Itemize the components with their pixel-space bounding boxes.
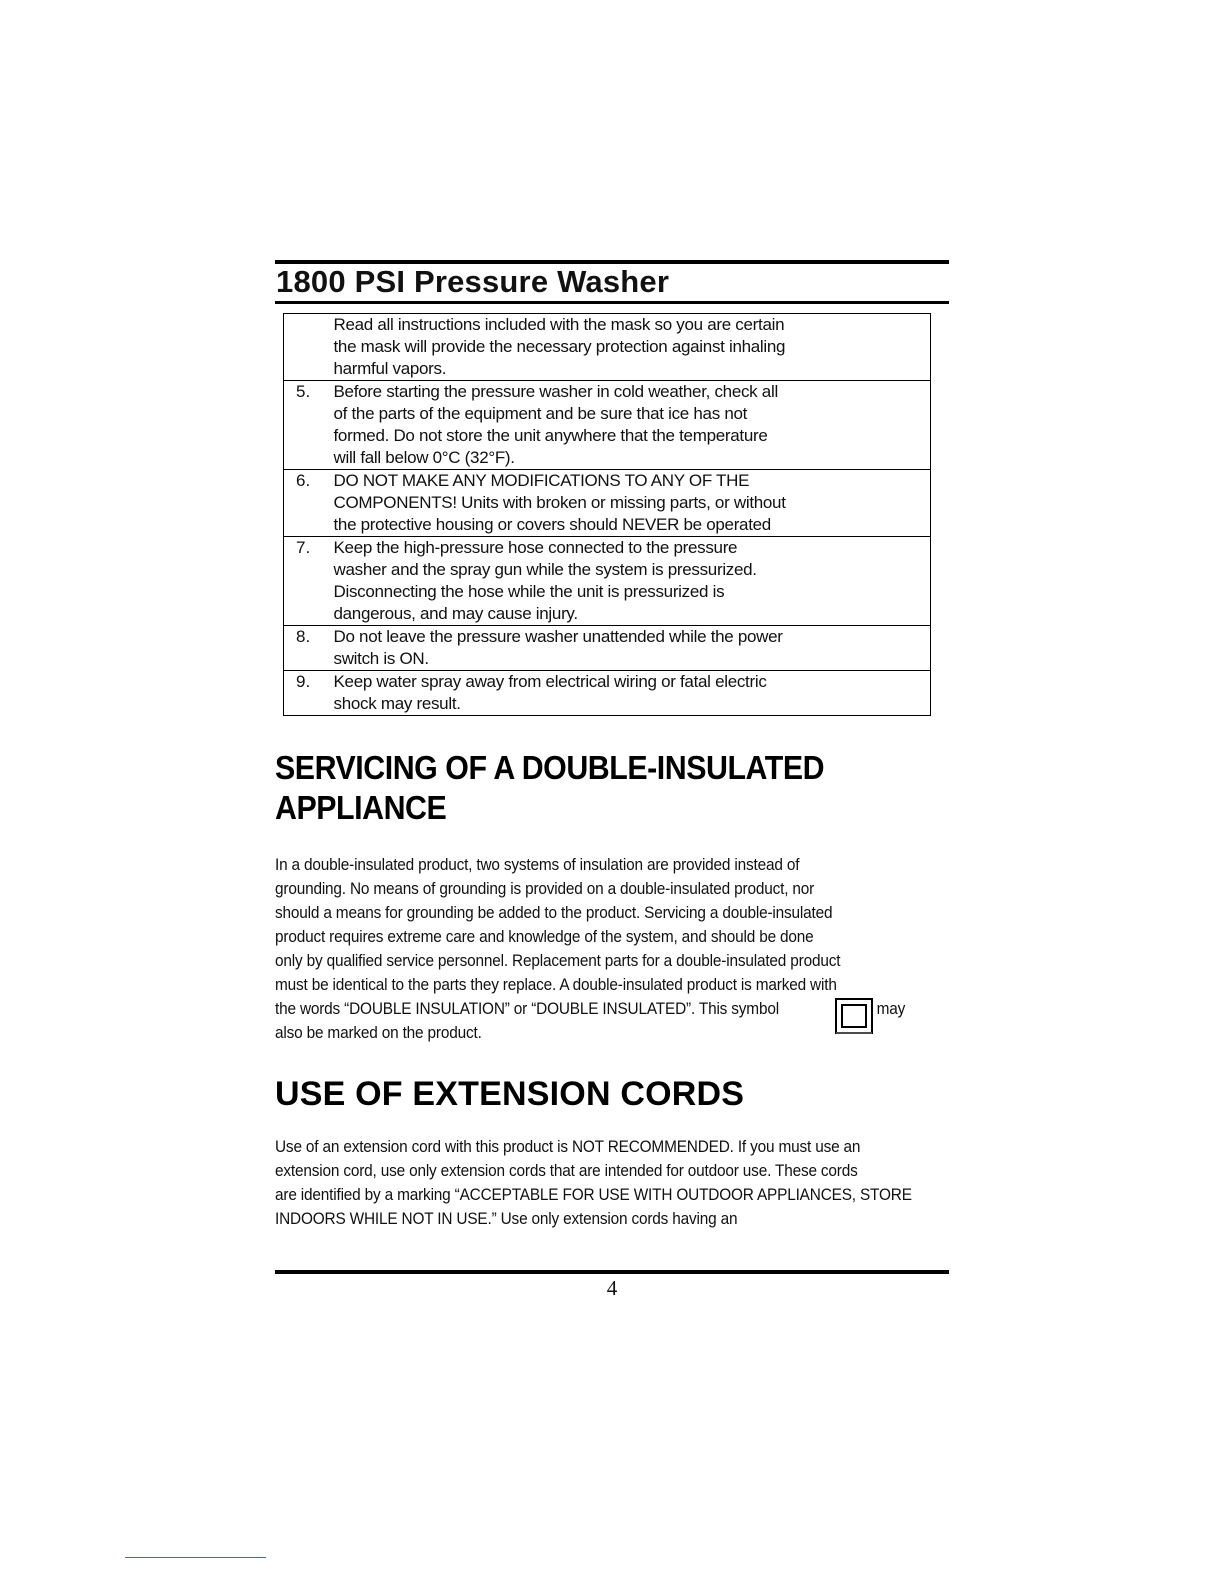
symbol-text-after: may	[876, 999, 906, 1018]
item-text-line: washer and the spray gun while the system is pressurized.	[333, 560, 757, 579]
table-row	[284, 470, 931, 537]
paragraph-line: product requires extreme care and knowledge of the system, and should be done	[275, 927, 814, 946]
item-text	[334, 626, 931, 671]
item-text	[334, 314, 931, 381]
item-text-line: Read all instructions included with the mask so you are certain	[333, 315, 785, 334]
item-text-line: switch is ON.	[333, 649, 429, 668]
servicing-heading-line-1: SERVICING OF A DOUBLE-INSULATED	[275, 749, 825, 786]
extension-cords-heading: USE OF EXTENSION CORDS	[275, 1075, 745, 1113]
item-text-line: will fall below 0°C (32°F).	[333, 448, 515, 467]
table-row	[284, 314, 931, 381]
item-text	[334, 381, 931, 470]
paragraph-line: also be marked on the product.	[275, 1023, 482, 1042]
item-number: 5.	[284, 381, 334, 470]
table-row	[284, 626, 931, 671]
link-underline	[125, 1557, 266, 1558]
paragraph-line: only by qualified service personnel. Replacement parts for a double-insulated product	[275, 951, 841, 970]
table-row	[284, 671, 931, 716]
paragraph-line: should a means for grounding be added to the product. Servicing a double-insulated	[275, 903, 833, 922]
item-text-line: Before starting the pressure washer in cold weather, check all	[333, 382, 778, 401]
safety-instructions-table	[283, 313, 931, 716]
paragraph-line: INDOORS WHILE NOT IN USE.” Use only extension cords having an	[275, 1209, 738, 1228]
item-text	[334, 537, 931, 626]
paragraph-line: must be identical to the parts they replace. A double-insulated product is marked with	[275, 975, 837, 994]
item-text-line: the protective housing or covers should NEVER be operated	[333, 515, 771, 534]
item-text-line: DO NOT MAKE ANY MODIFICATIONS TO ANY OF THE	[333, 471, 750, 490]
item-text-line: Disconnecting the hose while the unit is pressurized is	[333, 582, 725, 601]
page-title: 1800 PSI Pressure Washer	[276, 264, 670, 299]
paragraph-line: extension cord, use only extension cords that are intended for outdoor use. These cords	[275, 1161, 858, 1180]
item-text-line: Do not leave the pressure washer unattended while the power	[333, 627, 783, 646]
paragraph-line: are identified by a marking “ACCEPTABLE FOR USE WITH OUTDOOR APPLIANCES, STORE	[275, 1185, 912, 1204]
paragraph-line: In a double-insulated product, two systems of insulation are provided instead of	[275, 855, 800, 874]
header-rule-bottom	[275, 301, 949, 304]
item-text-line: the mask will provide the necessary protection against inhaling	[333, 337, 786, 356]
item-number: 6.	[284, 470, 334, 537]
item-text	[334, 470, 931, 537]
table-row	[284, 537, 931, 626]
table-row	[284, 381, 931, 470]
footer-rule	[275, 1270, 949, 1274]
servicing-heading	[275, 748, 824, 828]
paragraph-line: Use of an extension cord with this product is NOT RECOMMENDED. If you must use an	[275, 1137, 861, 1156]
item-number: 7.	[284, 537, 334, 626]
item-text-line: shock may result.	[333, 694, 461, 713]
double-insulation-square-icon	[835, 998, 873, 1034]
item-text	[334, 671, 931, 716]
item-text-line: of the parts of the equipment and be sure that ice has not	[333, 404, 748, 423]
paragraph-line: grounding. No means of grounding is provided on a double-insulated product, nor	[275, 879, 815, 898]
item-number	[284, 314, 334, 381]
symbol-text-before: the words “DOUBLE INSULATION” or “DOUBLE INSULATED”. This symbol	[275, 999, 779, 1018]
item-text-line: harmful vapors.	[333, 359, 447, 378]
extension-cords-paragraph	[275, 1135, 945, 1231]
item-text-line: formed. Do not store the unit anywhere that the temperature	[333, 426, 768, 445]
servicing-heading-line-2: APPLIANCE	[275, 789, 447, 826]
page-number: 4	[606, 1276, 618, 1300]
item-text-line: dangerous, and may cause injury.	[333, 604, 578, 623]
item-text-line: Keep water spray away from electrical wiring or fatal electric	[333, 672, 767, 691]
item-text-line: COMPONENTS! Units with broken or missing parts, or without	[333, 493, 786, 512]
item-number: 8.	[284, 626, 334, 671]
item-number: 9.	[284, 671, 334, 716]
item-text-line: Keep the high-pressure hose connected to the pressure	[333, 538, 738, 557]
